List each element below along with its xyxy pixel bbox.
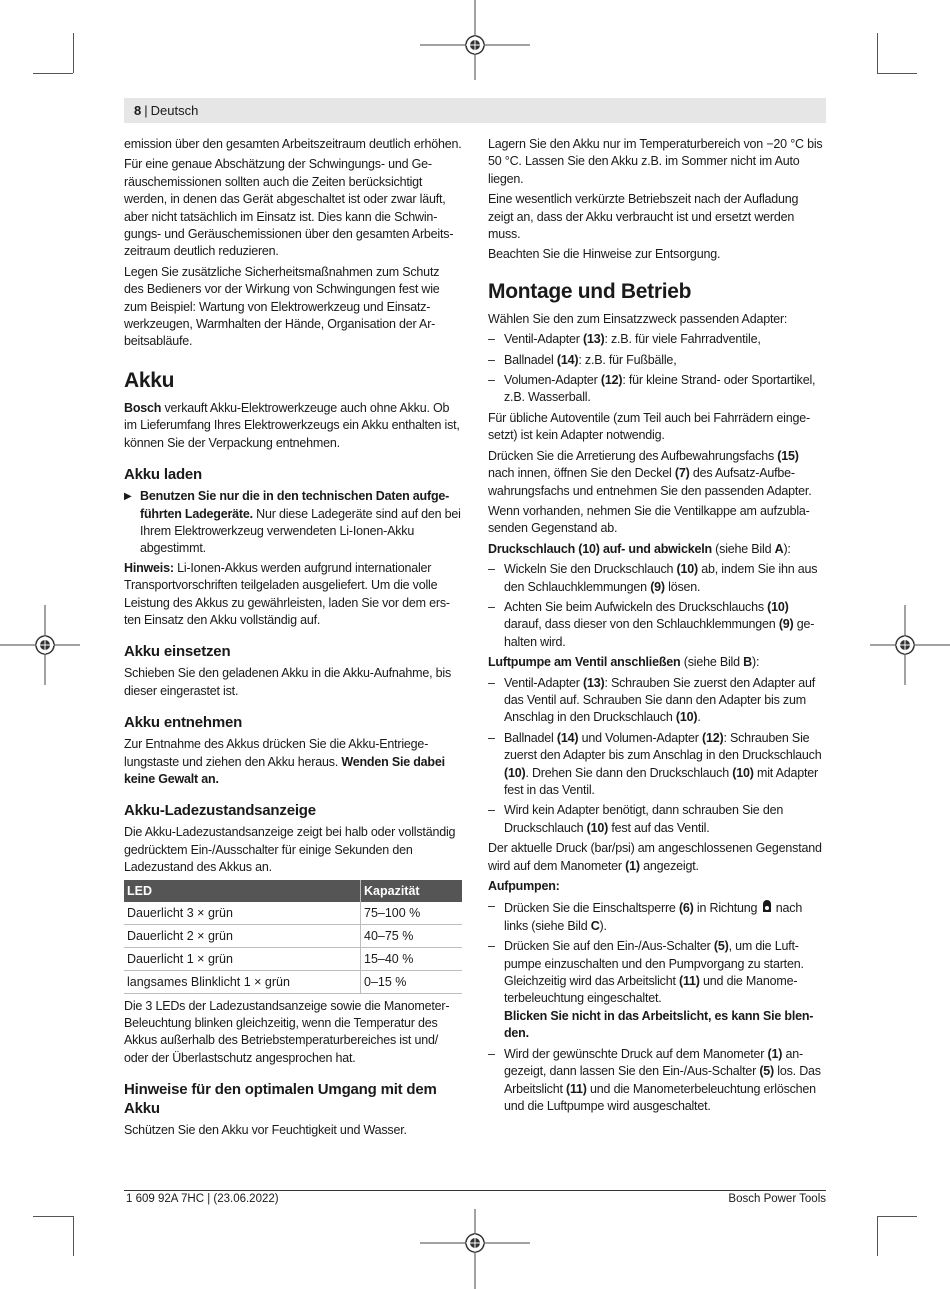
instruction-item: ▶ Benutzen Sie nur die in den technischen Daten aufgeführten Ladegeräte. Nur diese Ladegeräte sind auf den bei Ihrem Elektrowerkzeug verwendeten Li-Ionen-Akku abgestimmt. (124, 489, 461, 556)
list-item: – Ventil-Adapter (13): z.B. für viele Fahrradventile, (488, 331, 826, 348)
subheading-luftpumpe: Luftpumpe am Ventil anschließen (siehe Bild B): (488, 655, 760, 670)
table-row: Dauerlicht 3 × grün 75–100 % (124, 902, 462, 925)
list-item: – Ballnadel (14): z.B. für Fußbälle, (488, 352, 826, 369)
triangle-bullet-icon: ▶ (124, 491, 132, 503)
table-header-led: LED (124, 880, 361, 902)
list-item: – Ballnadel (14) und Volumen-Adapter (12): Schrauben Sie zuerst den Adapter bis zum Anschlag in den Druckschlauch (10). Drehen Sie dann den Druckschlauch (10) mit Adapter fest in das Ventil. (488, 730, 826, 800)
right-column (488, 136, 826, 1118)
paragraph: Bosch verkauft Akku-Elektrowerkzeuge auch ohne Akku. Ob im Lieferumfang Ihres Elektrowerkzeugs ein Akku enthalten ist, können Sie der Verpackung entnehmen. (124, 400, 460, 450)
list-item: – Achten Sie beim Aufwickeln des Druckschlauchs (10) darauf, dass dieser von den Schlauchklemmungen (9) gehalten wird. (488, 599, 826, 651)
list-item: – Volumen-Adapter (12): für kleine Strand- oder Sportartikel, z.B. Wasserball. (488, 372, 826, 407)
heading-hinweise: Hinweise für den optimalen Umgang mit dem Akku (124, 1081, 437, 1118)
paragraph: Wenn vorhanden, nehmen Sie die Ventilkappe am aufzublasenden Gegenstand ab. (488, 503, 810, 536)
table-header-capacity: Kapazität (361, 880, 463, 902)
heading-akku: Akku (124, 368, 175, 392)
paragraph: Die 3 LEDs der Ladezustandsanzeige sowie die Manometer-Beleuchtung blinken gleichzeitig, wenn die Temperatur des Akkus außerhalb des Betriebstemperaturbereiches ist und/ oder der Überlastschutz angesprochen hat. (124, 998, 450, 1065)
paragraph: Eine wesentlich verkürzte Betriebszeit nach der Aufladung zeigt an, dass der Akku verbraucht ist und ersetzt werden muss. (488, 192, 799, 242)
list-item: – Wird kein Adapter benötigt, dann schrauben Sie den Druckschlauch (10) fest auf das Ventil. (488, 802, 826, 837)
crop-mark (73, 33, 74, 73)
heading-akku-entnehmen: Akku entnehmen (124, 714, 243, 732)
paragraph: Hinweis: Li-Ionen-Akkus werden aufgrund internationaler Transportvorschriften teilgeladen ausgeliefert. Um die volle Leistung des Akkus zu gewährleisten, laden Sie vor dem ersten Einsatz den Akku vollständig auf. (124, 560, 451, 627)
paragraph: Wählen Sie den zum Einsatzzweck passenden Adapter: (488, 311, 788, 326)
list-item: – Ventil-Adapter (13): Schrauben Sie zuerst den Adapter auf das Ventil auf. Schrauben Sie dann den Adapter bis zum Anschlag in den Druckschlauch (10). (488, 675, 826, 727)
publisher: Bosch Power Tools (728, 1193, 826, 1205)
list-item: – Wird der gewünschte Druck auf dem Manometer (1) angezeigt, dann lassen Sie den Ein-/Aus-Schalter (5) los. Das Arbeitslicht (11) und die Manometerbeleuchtung erlöschen und die Luftpumpe wird ausgeschaltet. (488, 1046, 826, 1116)
heading-akku-laden: Akku laden (124, 466, 203, 484)
left-column (124, 136, 462, 1143)
paragraph: Legen Sie zusätzliche Sicherheitsmaßnahmen zum Schutz des Bedieners vor der Wirkung von Schwingungen fest wie zum Beispiel: Wartung von Elektrowerkzeug und Einsatzwerkzeugen, Warmhalten der Hände, Organisation der Arbeitsabläufe. (124, 264, 440, 349)
table-row: langsames Blinklicht 1 × grün 0–15 % (124, 970, 462, 993)
crop-mark (33, 73, 73, 74)
paragraph: Drücken Sie die Arretierung des Aufbewahrungsfachs (15) nach innen, öffnen Sie den Deckel (7) des Aufsatz-Aufbewahrungsfachs und entnehmen Sie den passenden Adapter. (488, 448, 812, 498)
heading-ladezustandsanzeige: Akku-Ladezustandsanzeige (124, 802, 316, 820)
paragraph: Für eine genaue Abschätzung der Schwingungs- und Geräuschemissionen sollten auch die Zeiten berücksichtigt werden, in denen das Gerät abgeschaltet ist oder zwar läuft, aber nicht tatsächlich im Einsatz ist. Dies kann die Schwingungs- und Geräuschemissionen über den gesamten Arbeitszeitraum deutlich reduzieren. (124, 157, 454, 259)
paragraph: Lagern Sie den Akku nur im Temperaturbereich von −20 °C bis 50 °C. Lassen Sie den Akku z.B. im Sommer nicht im Auto liegen. (488, 137, 823, 186)
crop-mark (877, 73, 917, 74)
paragraph: Schieben Sie den geladenen Akku in die Akku-Aufnahme, bis dieser eingerastet ist. (124, 666, 452, 698)
paragraph: emission über den gesamten Arbeitszeitraum deutlich erhöhen. (124, 137, 462, 151)
crop-mark (73, 1216, 74, 1256)
section-title: Deutsch (150, 103, 199, 118)
page-number: 8 (134, 103, 142, 118)
document-number: 1 609 92A 7HC | (23.06.2022) (126, 1193, 279, 1205)
paragraph: Schützen Sie den Akku vor Feuchtigkeit und Wasser. (124, 1123, 407, 1138)
paragraph: Für übliche Autoventile (zum Teil auch bei Fahrrädern eingesetzt) ist kein Adapter notwendig. (488, 410, 811, 443)
list-item: – Wickeln Sie den Druckschlauch (10) ab, indem Sie ihn aus den Schlauchklemmungen (9) lösen. (488, 561, 826, 596)
unlock-arrow-icon (761, 898, 773, 914)
table-row: Dauerlicht 1 × grün 15–40 % (124, 947, 462, 970)
subheading-aufpumpen: Aufpumpen: (488, 879, 560, 894)
list-item: – Drücken Sie auf den Ein-/Aus-Schalter (5), um die Luftpumpe einzuschalten und den Pumpvorgang zu starten. Gleichzeitig wird das Arbeitslicht (11) und die Manometerbeleuchtung eingeschaltet. Blicken Sie nicht in das Arbeitslicht, es kann Sie blenden. (488, 938, 826, 1042)
list-item: – Drücken Sie die Einschaltsperre (6) in Richtung nach links (siehe Bild C). (488, 898, 826, 935)
registration-mark-right (870, 595, 950, 695)
page-header: 8 | Deutsch (124, 98, 826, 123)
crop-mark (877, 33, 878, 73)
crop-mark (877, 1216, 917, 1217)
crop-mark (33, 1216, 73, 1217)
heading-akku-einsetzen: Akku einsetzen (124, 643, 231, 661)
warning-text: Blicken Sie nicht in das Arbeitslicht, es kann Sie blenden. (504, 1008, 814, 1041)
registration-mark-bottom (420, 1199, 530, 1289)
paragraph: Zur Entnahme des Akkus drücken Sie die Akku-Entriegelungstaste und ziehen den Akku heraus. Wenden Sie dabei keine Gewalt an. (124, 737, 445, 786)
heading-montage-betrieb: Montage und Betrieb (488, 279, 692, 303)
registration-mark-left (0, 595, 80, 695)
paragraph: Der aktuelle Druck (bar/psi) am angeschlossenen Gegenstand wird auf dem Manometer (1) angezeigt. (488, 841, 822, 873)
led-capacity-table (124, 880, 462, 994)
subheading-druckschlauch: Druckschlauch (10) auf- und abwickeln (siehe Bild A): (488, 541, 791, 556)
crop-mark (877, 1216, 878, 1256)
page-footer (124, 1190, 826, 1205)
table-row: Dauerlicht 2 × grün 40–75 % (124, 924, 462, 947)
registration-mark-top (420, 0, 530, 90)
paragraph: Die Akku-Ladezustandsanzeige zeigt bei halb oder vollständig gedrücktem Ein-/Ausschalter für einige Sekunden den Ladezustand des Akkus an. (124, 825, 456, 875)
paragraph: Beachten Sie die Hinweise zur Entsorgung. (488, 247, 721, 262)
